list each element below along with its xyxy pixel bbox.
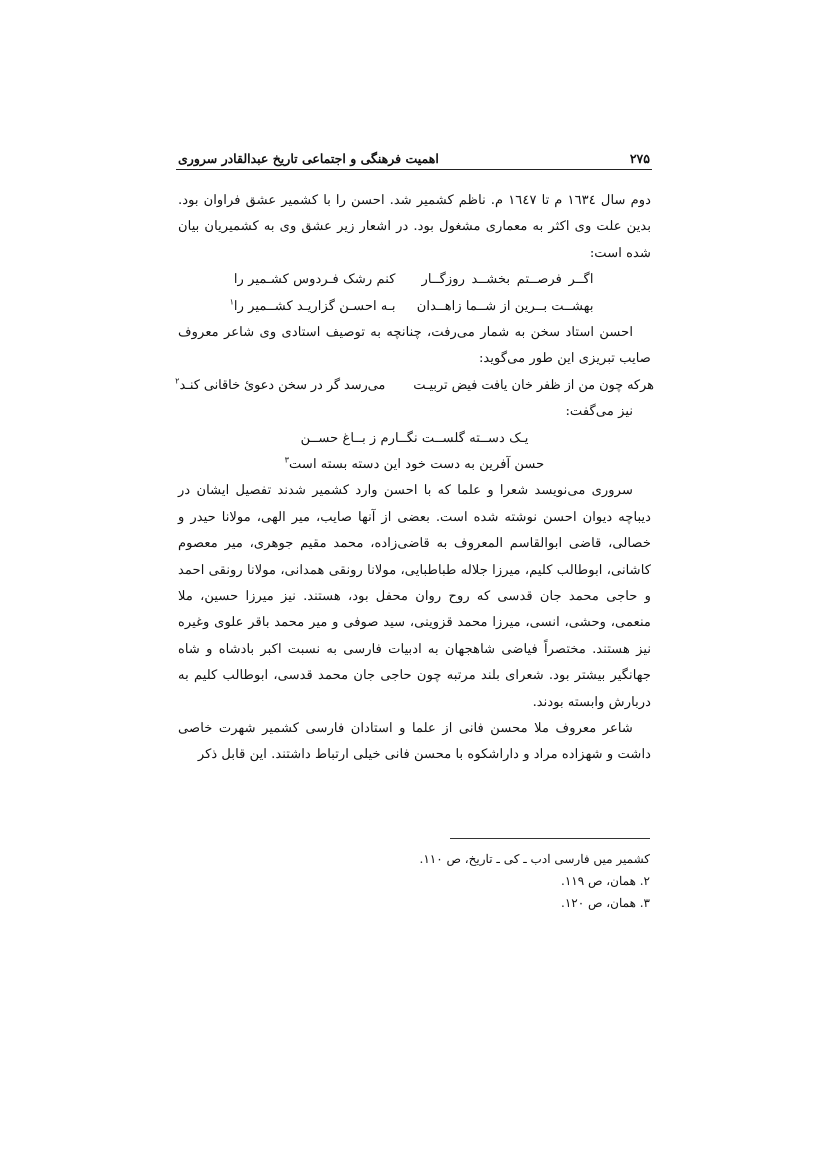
paragraph-2 — [178, 320, 651, 373]
text-line: صایب تبریزی این طور می‌گوید: — [478, 351, 651, 367]
verse-line — [178, 426, 651, 452]
paragraph-3 — [178, 399, 651, 425]
page-number: ۲۷۵ — [629, 151, 650, 166]
text-line: و حاجی محمد جان قدسی که روح روان محفل بود، هستند. نیز میرزا حسین، ملا — [178, 589, 651, 605]
paragraph-5 — [178, 716, 651, 769]
text-line: خصالی، قاضی ابوالقاسم المعروف به قاضی‌زاده، محمد مقیم جوهری، میر معصوم — [178, 536, 651, 552]
footnote-ref: ۱ — [229, 297, 234, 307]
hemistich — [175, 373, 385, 399]
verse-line — [178, 452, 651, 478]
text-line: دیباچه دیوان احسن نوشته شده است. بعضی از آنها صایب، میر الهی، مولانا حیدر و — [178, 509, 651, 525]
footnote-ref: ۳ — [284, 455, 289, 465]
text-line: شده است: — [589, 245, 651, 261]
paragraph-1 — [178, 188, 651, 267]
hemistich: بهشــت بــرین از شــما زاهــدان — [416, 298, 594, 314]
text-line: دوم سال ۱٦۳٤ م تا ۱٦٤٧ م. ناظم کشمیر شد. احسن را با کشمیر عشق فراوان بود. — [178, 193, 651, 208]
text-line: داشت و شهزاده مراد و داراشکوه با محسن فانی خیلی ارتباط داشتند. این قابل ذکر — [197, 747, 651, 763]
text-line: منعمی، وحشی، انسی، میرزا محمد قزوینی، سید صوفی و میر محمد باقر علوی وغیره — [178, 615, 651, 631]
text-line: نیز می‌گفت: — [565, 404, 633, 420]
text-line: بدین علت وی اکثر به معماری مشغول بود. در اشعار زیر عشق وی به کشمیریان بیان — [178, 219, 651, 235]
footnotes — [420, 848, 650, 914]
verse-couplet — [178, 294, 651, 320]
running-title: اهمیت فرهنگی و اجتماعی تاریخ عبدالقادر سروری — [178, 151, 439, 166]
text-line: به دربارش وابسته بودند. — [178, 668, 651, 710]
verse-couplet — [175, 373, 654, 399]
hemistich — [229, 294, 396, 320]
main-text — [175, 188, 654, 769]
footnote-ref: ۲ — [175, 376, 180, 386]
verse-text: یـک دســته گلســت نگــارم ز بــاغ حســن — [300, 430, 529, 446]
text-line: کاشانی، ابوطالب کلیم، میرزا جلاله طباطبایی، مولانا رونقی همدانی، مولانا رونقی احمد — [178, 562, 651, 578]
hemistich: کنم رشک فـردوس کشـمیر را — [233, 272, 396, 288]
hemistich: اگــر فرصــتم بخشــد روزگــار — [421, 272, 594, 288]
footnote-3: ۳. همان، ص ۱۲۰. — [561, 896, 650, 910]
hemistich: هرکه چون من از ظفر خان یافت فیض تربیـت — [413, 377, 654, 393]
header-rule — [176, 169, 652, 170]
hemistich-text: می‌رسد گر در سخن دعوی‌ٔ خاقانی کنـد — [179, 377, 386, 393]
paragraph-4 — [178, 478, 651, 716]
text-line: سروری می‌نویسد شعرا و علما که با احسن وارد کشمیر شدند تفصیل ایشان در — [178, 483, 633, 499]
footnote-2: ۲. همان، ص ۱۱۹. — [561, 874, 650, 888]
verse-text: حسن آفرین به دست خود این دسته بسته است — [288, 457, 545, 472]
text-line: احسن استاد سخن به شمار می‌رفت، چنانچه به توصیف استادی وی شاعر معروف — [178, 325, 633, 340]
text-line: شاعر معروف ملا محسن فانی از علما و استادان فارسی کشمیر شهرت خاصی — [178, 721, 633, 737]
footnote-1: کشمیر میں فارسی ادب ـ کی ـ تاریخ، ص ۱۱۰. — [419, 852, 650, 866]
text-line: نیز هستند. مختصراً فیاضی شاهجهان به ادبیات فارسی به نسبت اکبر بادشاه و شاه — [178, 641, 651, 657]
verse-couplet — [178, 267, 651, 293]
footnote-rule — [450, 838, 650, 839]
text-line: جهانگیر بیشتر بود. شعرای بلند مرتبه چون حاجی جان محمد قدسی، ابوطالب کلیم — [193, 668, 651, 684]
running-header — [178, 142, 650, 166]
hemistich-text: بـه احسـن گزاریـد کشــمیر را — [233, 298, 396, 314]
